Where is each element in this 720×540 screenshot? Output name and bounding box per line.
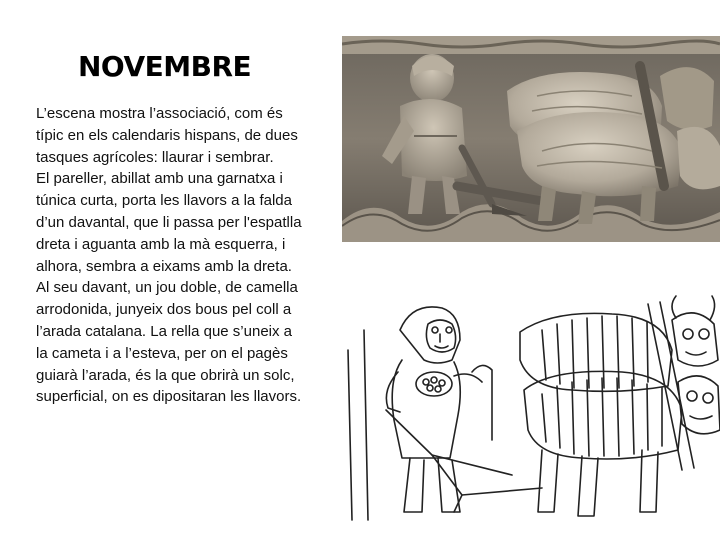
paragraph-farmer: El pareller, abillat amb una garnatxa i túnica curta, porta les llavors a la falda d’un davantal, que li passa per l'espatlla dreta i aguanta amb la mà esquerra, i alhora, sembra a eixams amb la dreta.: [36, 170, 302, 275]
stone-relief-photo: [342, 36, 720, 242]
slide-body: [36, 103, 306, 408]
line-drawing-image: [342, 290, 720, 522]
stone-relief-image: [342, 36, 720, 242]
paragraph-intro: L’escena mostra l’associació, com és típic en els calendaris hispans, de dues tasques agrícoles: llaurar i sembrar.: [36, 105, 298, 166]
slide-title: NOVEMBRE: [78, 50, 252, 83]
paragraph-oxen: Al seu davant, un jou doble, de camella arrodonida, junyeix dos bous pel coll a l’arada catalana. La rella que s’uneix a la cameta i a l’esteva, per on el pagès guiarà l’arada, és la que obrirà un solc, superficial, on es dipositaran les llavors.: [36, 279, 302, 406]
relief-line-drawing: [342, 290, 720, 522]
